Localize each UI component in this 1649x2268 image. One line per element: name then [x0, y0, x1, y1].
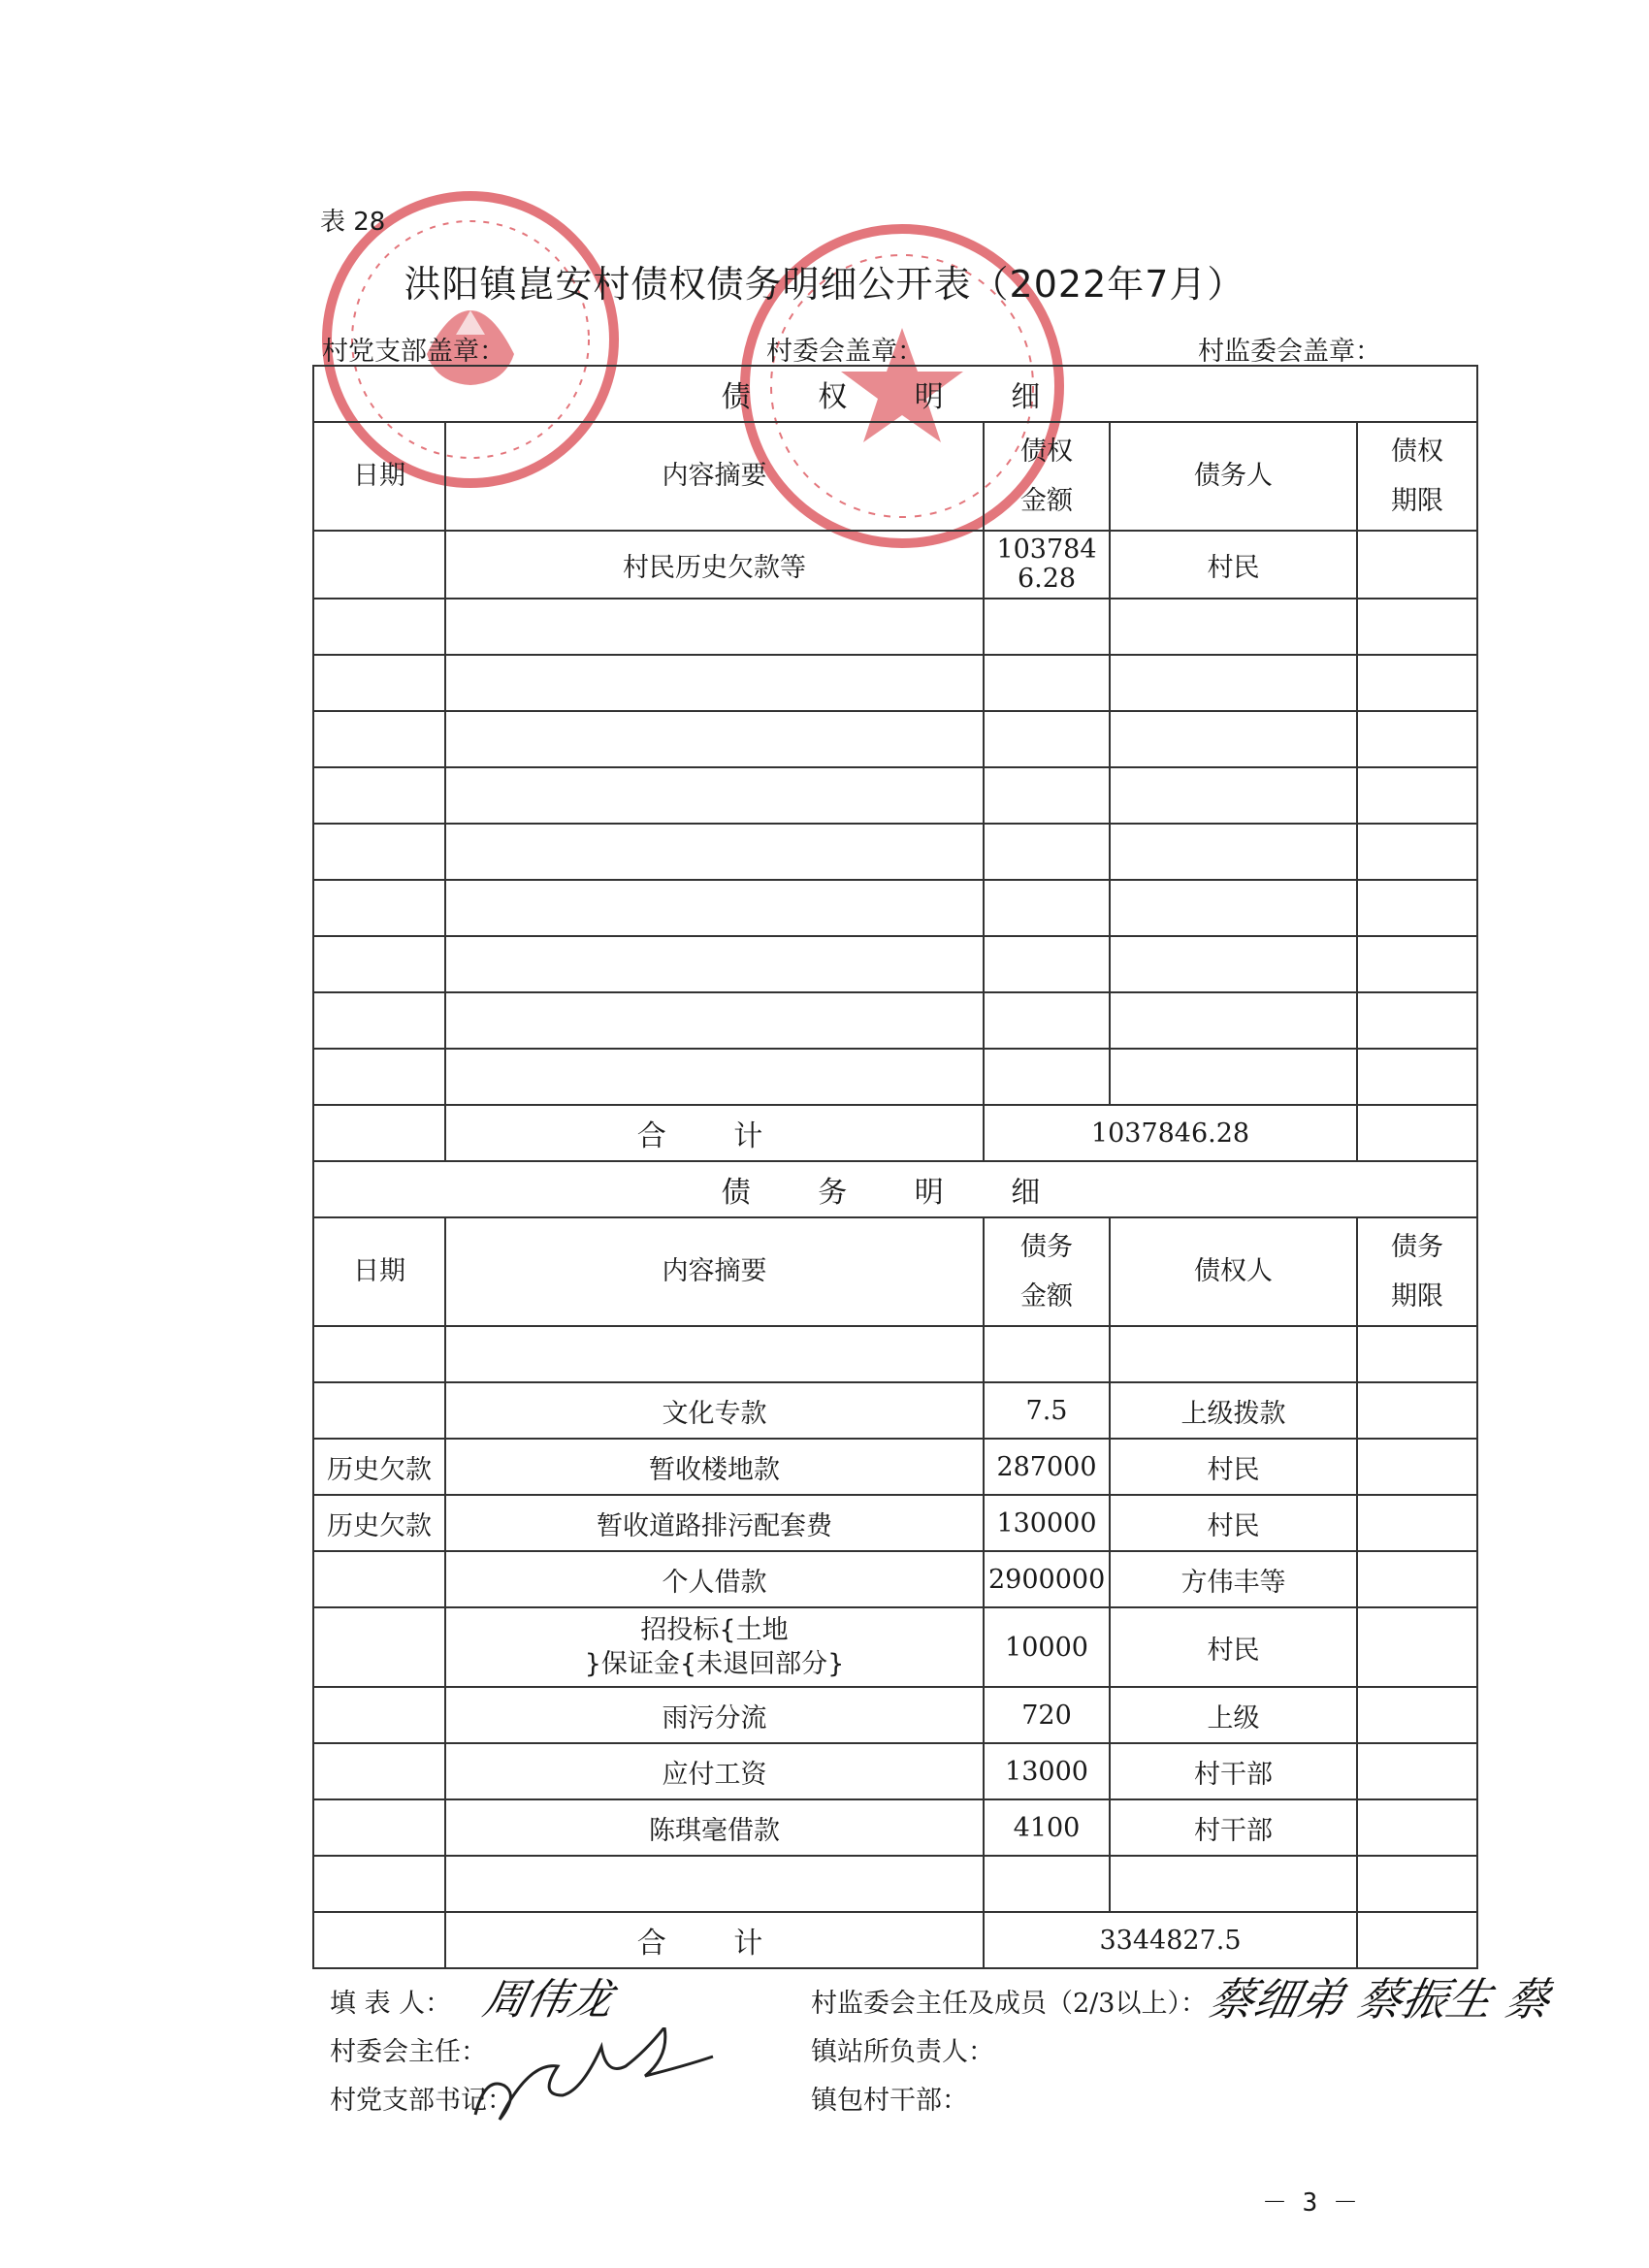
row-summary: 暂收楼地款	[445, 1439, 984, 1495]
row-term	[1357, 1326, 1477, 1382]
row-summary: 雨污分流	[445, 1687, 984, 1743]
table-row	[313, 1439, 1477, 1495]
table-row	[313, 711, 1477, 767]
header-amount: 债权 金额	[984, 422, 1110, 531]
table-row	[313, 1049, 1477, 1105]
row-term	[1357, 880, 1477, 936]
row-amount: 7.5	[984, 1382, 1110, 1439]
row-amount	[984, 992, 1110, 1049]
header-term: 债权 期限	[1357, 422, 1477, 531]
debt-total-label: 合 计	[445, 1912, 984, 1968]
row-term	[1357, 992, 1477, 1049]
row-summary: 个人借款	[445, 1551, 984, 1607]
row-amount	[984, 767, 1110, 824]
header-term: 债务 期限	[1357, 1217, 1477, 1326]
row-summary	[445, 880, 984, 936]
committee-seal-label: 村委会盖章：	[766, 337, 923, 367]
row-amount	[984, 936, 1110, 992]
row-summary	[445, 936, 984, 992]
party-branch-seal-label: 村党支部盖章：	[322, 337, 505, 367]
row-term	[1357, 1049, 1477, 1105]
table-row	[313, 767, 1477, 824]
supervision-label: 村监委会主任及成员（2/3以上）：	[811, 1989, 1207, 2019]
debt-total-amount: 3344827.5	[984, 1912, 1357, 1968]
row-term	[1357, 936, 1477, 992]
row-party: 方伟丰等	[1110, 1551, 1357, 1607]
ledger-table	[312, 365, 1478, 1969]
header-summary: 内容摘要	[445, 1217, 984, 1326]
row-party	[1110, 936, 1357, 992]
creditor-total-row	[313, 1105, 1477, 1161]
header-amount: 债务 金额	[984, 1217, 1110, 1326]
row-term	[1357, 1799, 1477, 1856]
row-term	[1357, 711, 1477, 767]
party-secretary-signature	[456, 2027, 718, 2134]
filler-signature: 周伟龙	[478, 1975, 618, 2025]
debt-column-headers	[313, 1217, 1477, 1326]
row-summary	[445, 1326, 984, 1382]
row-date: 历史欠款	[313, 1495, 445, 1551]
creditor-total-amount: 1037846.28	[984, 1105, 1357, 1161]
row-term	[1357, 1495, 1477, 1551]
row-amount	[984, 880, 1110, 936]
row-party: 村干部	[1110, 1743, 1357, 1799]
row-party	[1110, 1856, 1357, 1912]
station-head-label: 镇站所负责人：	[811, 2037, 994, 2067]
row-amount: 287000	[984, 1439, 1110, 1495]
row-date	[313, 880, 445, 936]
row-date	[313, 1799, 445, 1856]
committee-director-label: 村委会主任：	[330, 2037, 487, 2067]
row-amount: 10000	[984, 1607, 1110, 1687]
table-row	[313, 936, 1477, 992]
row-party: 村干部	[1110, 1799, 1357, 1856]
row-term	[1357, 531, 1477, 599]
filler-label: 填 表 人：	[330, 1989, 452, 2019]
total-blank	[313, 1912, 445, 1968]
row-date	[313, 655, 445, 711]
row-party: 上级	[1110, 1687, 1357, 1743]
total-blank	[1357, 1105, 1477, 1161]
party-secretary-label: 村党支部书记：	[330, 2086, 513, 2116]
row-term	[1357, 1551, 1477, 1607]
row-date: 历史欠款	[313, 1439, 445, 1495]
creditor-section-heading-row	[313, 366, 1477, 422]
row-party	[1110, 767, 1357, 824]
row-party	[1110, 824, 1357, 880]
row-party: 上级拨款	[1110, 1382, 1357, 1439]
header-date: 日期	[313, 422, 445, 531]
town-cadre-label: 镇包村干部：	[811, 2086, 968, 2116]
debt-section-heading-row	[313, 1161, 1477, 1217]
supervision-seal-label: 村监委会盖章：	[1198, 337, 1381, 367]
row-amount	[984, 599, 1110, 655]
row-party	[1110, 655, 1357, 711]
table-row	[313, 531, 1477, 599]
creditor-total-label: 合 计	[445, 1105, 984, 1161]
row-term	[1357, 1607, 1477, 1687]
row-date	[313, 1607, 445, 1687]
row-date	[313, 1687, 445, 1743]
row-summary: 暂收道路排污配套费	[445, 1495, 984, 1551]
row-party	[1110, 1049, 1357, 1105]
page-number: － 3 －	[1262, 2188, 1358, 2218]
row-date	[313, 599, 445, 655]
row-party	[1110, 599, 1357, 655]
table-row	[313, 1495, 1477, 1551]
row-party: 村民	[1110, 1495, 1357, 1551]
table-row	[313, 1799, 1477, 1856]
row-summary: 陈琪毫借款	[445, 1799, 984, 1856]
row-date	[313, 531, 445, 599]
row-amount: 4100	[984, 1799, 1110, 1856]
row-summary: 村民历史欠款等	[445, 531, 984, 599]
row-date	[313, 1326, 445, 1382]
header-date: 日期	[313, 1217, 445, 1326]
row-date	[313, 936, 445, 992]
row-summary	[445, 1856, 984, 1912]
row-amount	[984, 1049, 1110, 1105]
row-amount	[984, 711, 1110, 767]
row-date	[313, 711, 445, 767]
creditor-column-headers	[313, 422, 1477, 531]
row-summary: 文化专款	[445, 1382, 984, 1439]
row-summary	[445, 1049, 984, 1105]
row-summary	[445, 992, 984, 1049]
row-date	[313, 992, 445, 1049]
row-term	[1357, 767, 1477, 824]
row-term	[1357, 1439, 1477, 1495]
row-amount	[984, 824, 1110, 880]
page-title: 洪阳镇崑安村债权债务明细公开表（2022年7月）	[404, 263, 1245, 306]
creditor-section-heading: 债 权 明 细	[313, 366, 1477, 422]
row-party	[1110, 1326, 1357, 1382]
row-party: 村民	[1110, 531, 1357, 599]
row-date	[313, 1856, 445, 1912]
row-party: 村民	[1110, 1439, 1357, 1495]
table-row	[313, 599, 1477, 655]
table-row	[313, 1743, 1477, 1799]
table-row	[313, 824, 1477, 880]
header-summary: 内容摘要	[445, 422, 984, 531]
row-date	[313, 1049, 445, 1105]
row-date	[313, 1382, 445, 1439]
table-row	[313, 1856, 1477, 1912]
row-amount	[984, 655, 1110, 711]
row-date	[313, 767, 445, 824]
table-row	[313, 1382, 1477, 1439]
row-party	[1110, 880, 1357, 936]
row-term	[1357, 655, 1477, 711]
row-amount: 13000	[984, 1743, 1110, 1799]
table-label: 表 28	[320, 208, 386, 237]
table-row	[313, 655, 1477, 711]
row-term	[1357, 599, 1477, 655]
table-row	[313, 1551, 1477, 1607]
supervision-signatures: 蔡细弟 蔡振生 蔡	[1204, 1973, 1557, 2025]
table-row	[313, 1607, 1477, 1687]
row-party: 村民	[1110, 1607, 1357, 1687]
row-party	[1110, 992, 1357, 1049]
header-creditor: 债权人	[1110, 1217, 1357, 1326]
row-party	[1110, 711, 1357, 767]
total-blank	[313, 1105, 445, 1161]
debt-section-heading: 债 务 明 细	[313, 1161, 1477, 1217]
row-summary	[445, 824, 984, 880]
row-amount	[984, 1326, 1110, 1382]
table-row	[313, 880, 1477, 936]
table-row	[313, 992, 1477, 1049]
row-date	[313, 1551, 445, 1607]
row-term	[1357, 1382, 1477, 1439]
row-term	[1357, 1856, 1477, 1912]
row-term	[1357, 1687, 1477, 1743]
row-summary	[445, 599, 984, 655]
table-row	[313, 1326, 1477, 1382]
debt-total-row	[313, 1912, 1477, 1968]
total-blank	[1357, 1912, 1477, 1968]
row-date	[313, 824, 445, 880]
header-debtor: 债务人	[1110, 422, 1357, 531]
table-row	[313, 1687, 1477, 1743]
row-term	[1357, 1743, 1477, 1799]
row-summary: 招投标{土地 }保证金{未退回部分}	[445, 1607, 984, 1687]
row-summary	[445, 655, 984, 711]
row-term	[1357, 824, 1477, 880]
row-amount: 2900000	[984, 1551, 1110, 1607]
row-summary: 应付工资	[445, 1743, 984, 1799]
row-date	[313, 1743, 445, 1799]
row-amount: 130000	[984, 1495, 1110, 1551]
row-summary	[445, 767, 984, 824]
row-amount: 720	[984, 1687, 1110, 1743]
row-summary	[445, 711, 984, 767]
row-amount: 1037846.28	[984, 531, 1110, 599]
row-amount	[984, 1856, 1110, 1912]
